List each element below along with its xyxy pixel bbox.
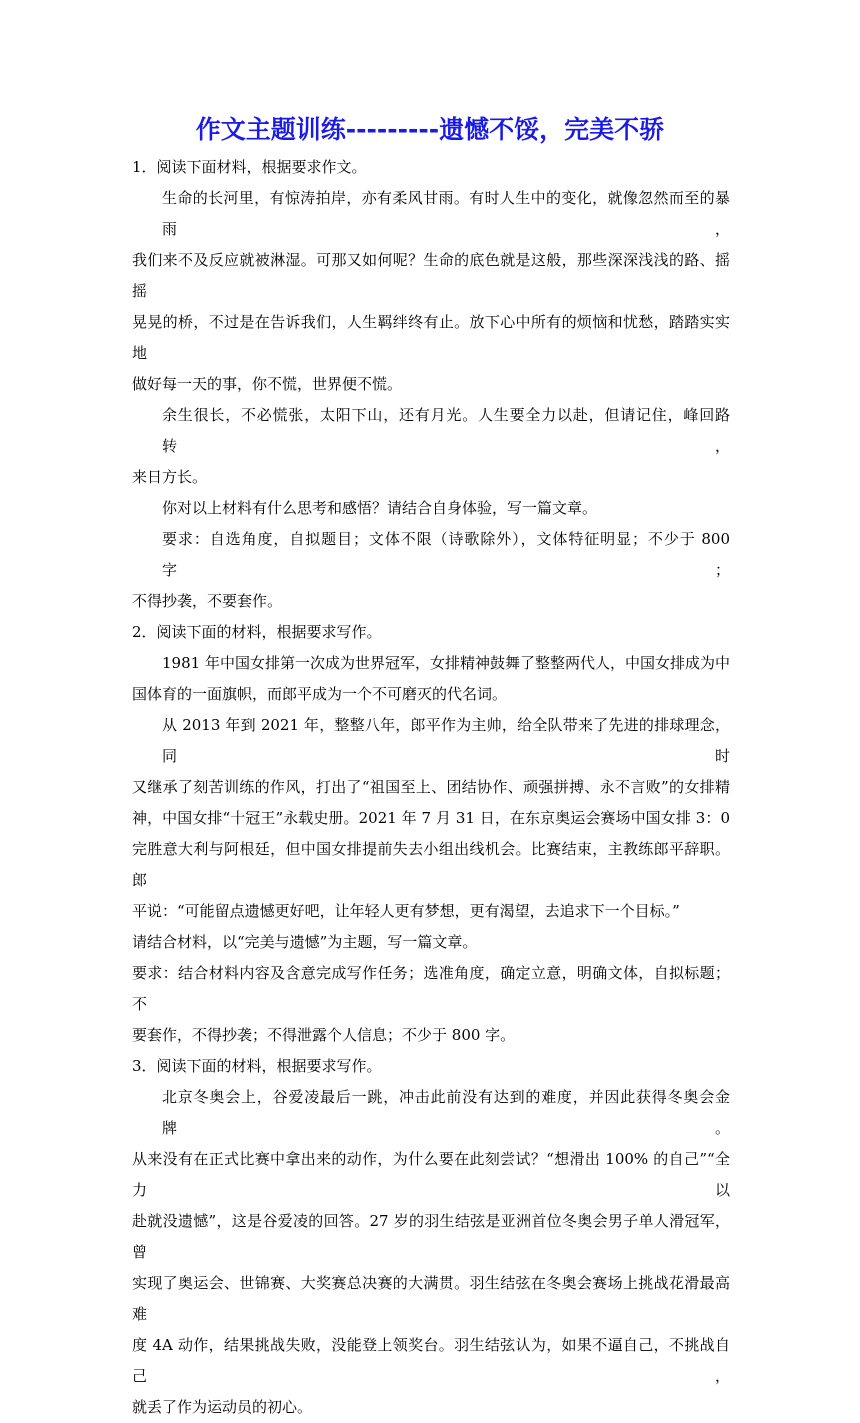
q1-requirements-line: 要求：自选角度，自拟题目；文体不限（诗歌除外），文体特征明显；不少于 800 字； bbox=[162, 530, 730, 579]
q2-p2-line: 又继承了刻苦训练的作风，打出了“祖国至上、团结协作、顽强拼搏、永不言败”的女排精 bbox=[132, 778, 730, 796]
q3-p1-line: 实现了奥运会、世锦赛、大奖赛总决赛的大满贯。羽生结弦在冬奥会赛场上挑战花滑最高难 bbox=[132, 1274, 730, 1323]
q3-heading: 3．阅读下面的材料，根据要求写作。 bbox=[132, 1057, 382, 1075]
q3-p1-line: 度 4A 动作，结果挑战失败，没能登上领奖台。羽生结弦认为，如果不逼自己，不挑战自己， bbox=[132, 1336, 730, 1385]
q2-p2-line: 神，中国女排“十冠王”永载史册。2021 年 7 月 31 日，在东京奥运会赛场中国女排 3：0 bbox=[132, 809, 730, 827]
q1-p2-line: 余生很长，不必慌张，太阳下山，还有月光。人生要全力以赴，但请记住，峰回路转， bbox=[162, 406, 730, 455]
q1-heading: 1．阅读下面材料，根据要求作文。 bbox=[132, 158, 367, 176]
q1-p1-line: 晃晃的桥，不过是在告诉我们，人生羁绊终有止。放下心中所有的烦恼和忧愁，踏踏实实地 bbox=[132, 313, 730, 362]
document-title: 作文主题训练---------遗憾不馁，完美不骄 bbox=[195, 115, 665, 144]
q2-requirements-line: 要套作，不得抄袭；不得泄露个人信息；不少于 800 字。 bbox=[132, 1026, 516, 1044]
q1-p1-line: 我们来不及反应就被淋湿。可那又如何呢？生命的底色就是这般，那些深深浅浅的路、摇摇 bbox=[132, 251, 730, 300]
q1-p1-line: 生命的长河里，有惊涛拍岸，亦有柔风甘雨。有时人生中的变化，就像忽然而至的暴雨， bbox=[162, 189, 730, 238]
q2-p1-line: 国体育的一面旗帜，而郎平成为一个不可磨灭的代名词。 bbox=[132, 685, 508, 703]
q2-p2-line: 完胜意大利与阿根廷，但中国女排提前失去小组出线机会。比赛结束，主教练郎平辞职。郎 bbox=[132, 840, 730, 889]
q2-p2-line: 平说：“可能留点遗憾更好吧，让年轻人更有梦想，更有渴望，去追求下一个目标。” bbox=[132, 902, 680, 920]
q2-p1-line: 1981 年中国女排第一次成为世界冠军，女排精神鼓舞了整整两代人，中国女排成为中 bbox=[162, 654, 730, 672]
q1-p1-line: 做好每一天的事，你不慌，世界便不慌。 bbox=[132, 375, 403, 393]
q2-requirements-line: 要求：结合材料内容及含意完成写作任务；选准角度，确定立意，明确文体，自拟标题；不 bbox=[132, 964, 730, 1013]
q2-heading: 2．阅读下面的材料，根据要求写作。 bbox=[132, 623, 382, 641]
q1-p3: 你对以上材料有什么思考和感悟？请结合自身体验，写一篇文章。 bbox=[162, 499, 598, 517]
q3-p1-line: 赴就没遗憾”，这是谷爱凌的回答。27 岁的羽生结弦是亚洲首位冬奥会男子单人滑冠军，曾 bbox=[132, 1212, 730, 1261]
q1-p2-line: 来日方长。 bbox=[132, 468, 208, 486]
q3-p1-line: 从来没有在正式比赛中拿出来的动作，为什么要在此刻尝试？“想滑出 100% 的自己”“全力以 bbox=[132, 1150, 730, 1199]
q1-requirements-line: 不得抄袭，不要套作。 bbox=[132, 592, 283, 610]
q2-p3: 请结合材料，以“完美与遗憾”为主题，写一篇文章。 bbox=[132, 933, 478, 951]
q2-p2-line: 从 2013 年到 2021 年，整整八年，郎平作为主帅，给全队带来了先进的排球理念，同时 bbox=[162, 716, 730, 765]
q3-p1-line: 就丢了作为运动员的初心。 bbox=[132, 1398, 313, 1416]
document-body bbox=[132, 152, 730, 1423]
q3-p1-line: 北京冬奥会上，谷爱凌最后一跳，冲击此前没有达到的难度，并因此获得冬奥会金牌。 bbox=[162, 1088, 730, 1137]
